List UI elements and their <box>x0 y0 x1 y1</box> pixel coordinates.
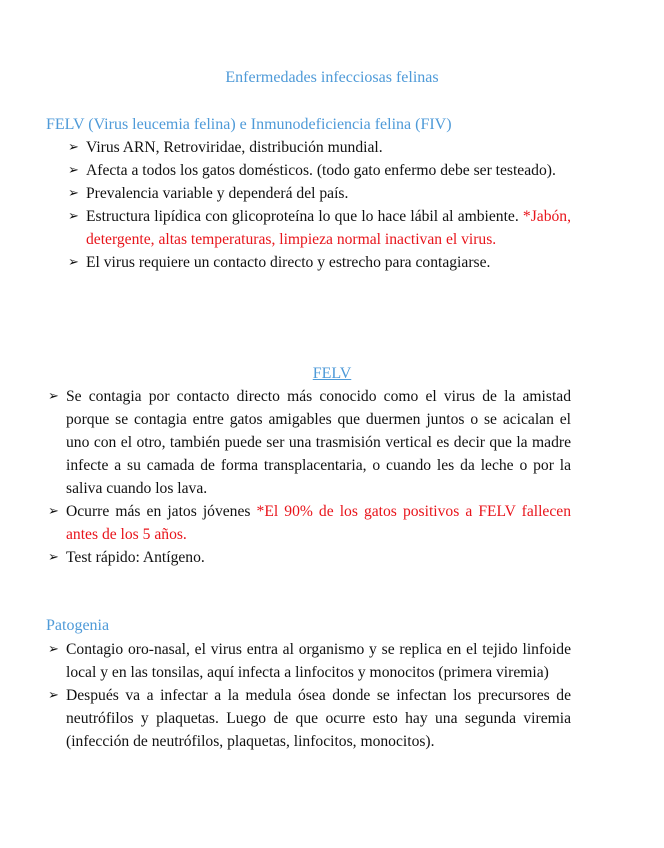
arrow-bullet-icon: ➢ <box>48 688 59 703</box>
section-heading-felv: FELV <box>312 365 352 382</box>
arrow-bullet-icon: ➢ <box>68 140 79 155</box>
arrow-bullet-icon: ➢ <box>48 642 59 657</box>
list-item-text: Afecta a todos los gatos domésticos. (todo gato enfermo debe ser testeado). <box>86 162 556 179</box>
arrow-bullet-icon: ➢ <box>68 186 79 201</box>
list-item <box>68 136 571 159</box>
highlight-note: *Jabón, detergente, altas temperaturas, limpieza normal inactivan el virus. <box>86 208 571 248</box>
list-item-text: Contagio oro-nasal, el virus entra al organismo y se replica en el tejido linfoide local y en las tonsilas, aquí infecta a linfocitos y monocitos (primera viremia) <box>66 641 571 681</box>
list-item <box>48 500 571 546</box>
list-item <box>68 205 571 251</box>
arrow-bullet-icon: ➢ <box>68 209 79 224</box>
section-heading-felv-fiv: FELV (Virus leucemia felina) e Inmunodeficiencia felina (FIV) <box>46 116 452 133</box>
section-felv-list <box>48 385 571 569</box>
list-item-text: Test rápido: Antígeno. <box>66 549 205 566</box>
list-item-text: Ocurre más en jatos jóvenes <box>66 503 257 520</box>
list-item-text: Estructura lipídica con glicoproteína lo que lo hace lábil al ambiente. <box>86 208 523 225</box>
list-item-text: Después va a infectar a la medula ósea donde se infectan los precursores de neutrófilos y plaquetas. Luego de que ocurre esto hay una segunda viremia (infección de neutrófilos, plaquetas, linfocitos, monocitos). <box>66 687 571 750</box>
arrow-bullet-icon: ➢ <box>48 550 59 565</box>
list-item <box>48 684 571 753</box>
list-item <box>48 638 571 684</box>
arrow-bullet-icon: ➢ <box>68 163 79 178</box>
list-item <box>48 385 571 500</box>
highlight-note: *El 90% de los gatos positivos a FELV fallecen antes de los 5 años. <box>66 503 571 543</box>
section-felv-fiv-list <box>68 136 571 274</box>
list-item <box>68 182 571 205</box>
document-title: Enfermedades infecciosas felinas <box>225 69 439 86</box>
list-item <box>48 546 571 569</box>
list-item-text: El virus requiere un contacto directo y estrecho para contagiarse. <box>86 254 491 271</box>
list-item-text: Virus ARN, Retroviridae, distribución mundial. <box>86 139 383 156</box>
list-item-text: Se contagia por contacto directo más conocido como el virus de la amistad porque se contagia entre gatos amigables que duermen juntos o se acicalan el uno con el otro, también puede ser una trasmisión vertical es decir que la madre infecte a su camada de forma transplacentaria, o cuando les da leche o por la saliva cuando los lava. <box>66 388 571 497</box>
list-item <box>68 251 571 274</box>
section-heading-patogenia: Patogenia <box>46 617 110 634</box>
arrow-bullet-icon: ➢ <box>68 255 79 270</box>
section-patogenia-list <box>48 638 571 753</box>
list-item-text: Prevalencia variable y dependerá del país. <box>86 185 349 202</box>
arrow-bullet-icon: ➢ <box>48 504 59 519</box>
list-item <box>68 159 571 182</box>
arrow-bullet-icon: ➢ <box>48 389 59 404</box>
